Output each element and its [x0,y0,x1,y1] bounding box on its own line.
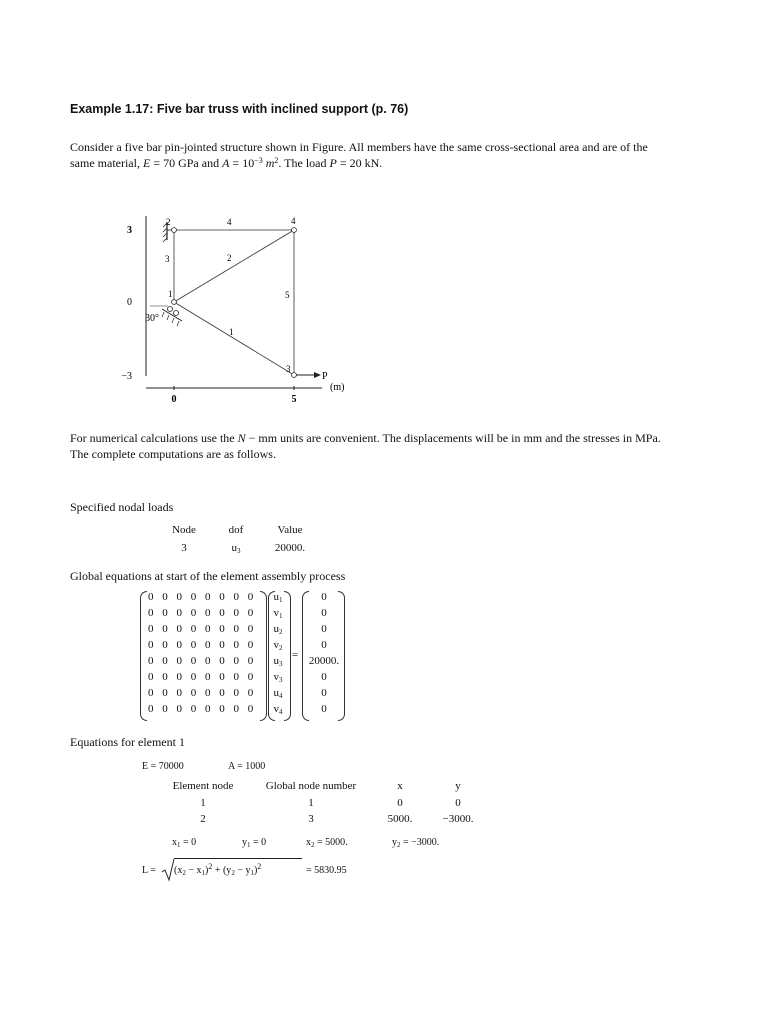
global-equation-system [140,591,360,723]
rhs-entry: 0 [321,639,327,651]
coord-y1: $y_1 = 0$ [242,837,267,849]
coord-y2: $y_2 = -3000$. [392,837,440,849]
element-label-2: 2 [227,253,232,263]
element-row-1-global-node: 1 [308,797,314,809]
units-line-2: The complete computations are as follows. [70,447,276,461]
sqrt-sign [161,858,175,882]
rhs-entry: 0 [321,687,327,699]
node-3 [292,373,297,378]
unknown-entry: $v_1$ [273,607,283,620]
unknown-entry: $u_4$ [273,687,283,700]
unknown-entry: $v_4$ [273,703,283,716]
intro-paragraph [70,139,698,171]
element-label-5: 5 [285,290,290,300]
rhs-entry: 20000. [308,655,340,667]
length-result: = 5830.95 [306,865,347,876]
node-4 [292,228,297,233]
element-row-1-x: 0 [397,797,403,809]
dof-var: u [231,542,237,554]
symbol-E: E [142,156,151,170]
node-label-2: 2 [166,217,171,227]
rhs-entry: 0 [321,703,327,715]
intro-text-a: same material, [70,156,143,170]
element-table-header-global-node: Global node number [265,780,357,792]
rhs-right-bracket [338,591,345,721]
nodal-header-value: Value [277,524,303,536]
symbol-P: P [329,156,337,170]
element-row-2-global-node: 3 [308,813,314,825]
matrix-left-bracket [140,591,147,721]
length-radicand: $(x_2 - x_1)^2 + (y_2 - y_1)^2$ [174,862,262,877]
global-eq-heading: Global equations at start of the element assembly process [70,569,346,583]
node-label-4: 4 [291,216,296,226]
y-tick-label-0: 0 [127,297,132,308]
symbol-N: N [237,431,246,445]
support-angle-label: 30° [145,313,159,324]
units-text-b: − mm units are convenient. The displacements will be in mm and the stresses in MPa. [245,431,661,445]
element-row-1-y: 0 [455,797,461,809]
E-value: = 70 GPa and [150,156,223,170]
y-tick-label-neg3: −3 [121,371,132,382]
element-row-2-x: 5000. [387,813,413,825]
units-paragraph [70,430,698,462]
unknown-entry: $u_1$ [273,591,283,604]
load-arrow-head [314,372,321,378]
A-value: = 10 [229,156,255,170]
y-tick-label-3: 3 [127,225,132,236]
node-label-3: 3 [286,364,291,374]
nodal-header-dof: dof [228,524,244,536]
element1-A: A = 1000 [228,761,266,772]
element-2 [174,230,294,302]
unknown-entry: $u_3$ [273,655,283,668]
P-value: = 20 kN. [336,156,383,170]
sqrt-bar [174,858,302,859]
unknown-entry: $v_2$ [273,639,283,652]
element-table-header-y: y [455,780,461,792]
truss-figure [110,208,370,408]
length-lhs: L = [142,865,156,876]
nodal-loads-heading: Specified nodal loads [70,500,174,514]
node-2 [172,228,177,233]
nodal-row-dof [216,542,256,554]
stiffness-matrix [148,591,268,719]
element-label-4: 4 [227,217,232,227]
coord-x2: $x_2 = 5000$. [306,837,348,849]
x-tick-label-5: 5 [291,394,297,405]
matrix-row: 0 0 0 0 0 0 0 0 [148,655,257,667]
node-1 [172,300,177,305]
A-unit: m [262,156,275,170]
element-1 [174,302,294,375]
matrix-row: 0 0 0 0 0 0 0 0 [148,687,257,699]
element-row-2-element-node: 2 [200,813,206,825]
example-title: Example 1.17: Five bar truss with inclined support (p. 76) [70,102,409,116]
unknown-entry: $u_2$ [273,623,283,636]
intro-text-b: . The load [278,156,330,170]
equals-sign: = [291,649,299,661]
dof-sub: 3 [237,547,241,555]
load-label: P [322,371,328,382]
unknown-entry: $v_3$ [273,671,283,684]
rhs-entry: 0 [321,623,327,635]
matrix-row: 0 0 0 0 0 0 0 0 [148,623,257,635]
nodal-row-node: 3 [181,542,187,554]
element-row-2-y: −3000. [442,813,474,825]
x-tick-label-0: 0 [171,394,177,405]
coord-x1: $x_1 = 0$ [172,837,197,849]
element1-heading: Equations for element 1 [70,735,185,749]
element-label-1: 1 [229,327,234,337]
x-unit-label: (m) [330,382,345,393]
element-table-header-x: x [397,780,403,792]
rhs-entry: 0 [321,591,327,603]
matrix-row: 0 0 0 0 0 0 0 0 [148,671,257,683]
nodal-header-node: Node [172,524,196,536]
A-exponent: −3 [254,156,263,165]
matrix-row: 0 0 0 0 0 0 0 0 [148,639,257,651]
matrix-row: 0 0 0 0 0 0 0 0 [148,591,257,603]
element-table-header-element-node: Element node [172,780,234,792]
element-label-3: 3 [165,254,170,264]
symbol-A: A [222,156,230,170]
rhs-entry: 0 [321,607,327,619]
matrix-row: 0 0 0 0 0 0 0 0 [148,607,257,619]
element-row-1-element-node: 1 [200,797,206,809]
element1-E: E = 70000 [142,761,184,772]
matrix-row: 0 0 0 0 0 0 0 0 [148,703,257,715]
A-unit-exponent: 2 [274,156,279,165]
rhs-entry: 0 [321,671,327,683]
intro-line-1: Consider a five bar pin-jointed structure shown in Figure. All members have the same cross-sectional area and are of the [70,140,648,154]
units-text-a: For numerical calculations use the [70,431,238,445]
nodal-row-value: 20000. [274,542,306,554]
node-label-1: 1 [168,289,173,299]
